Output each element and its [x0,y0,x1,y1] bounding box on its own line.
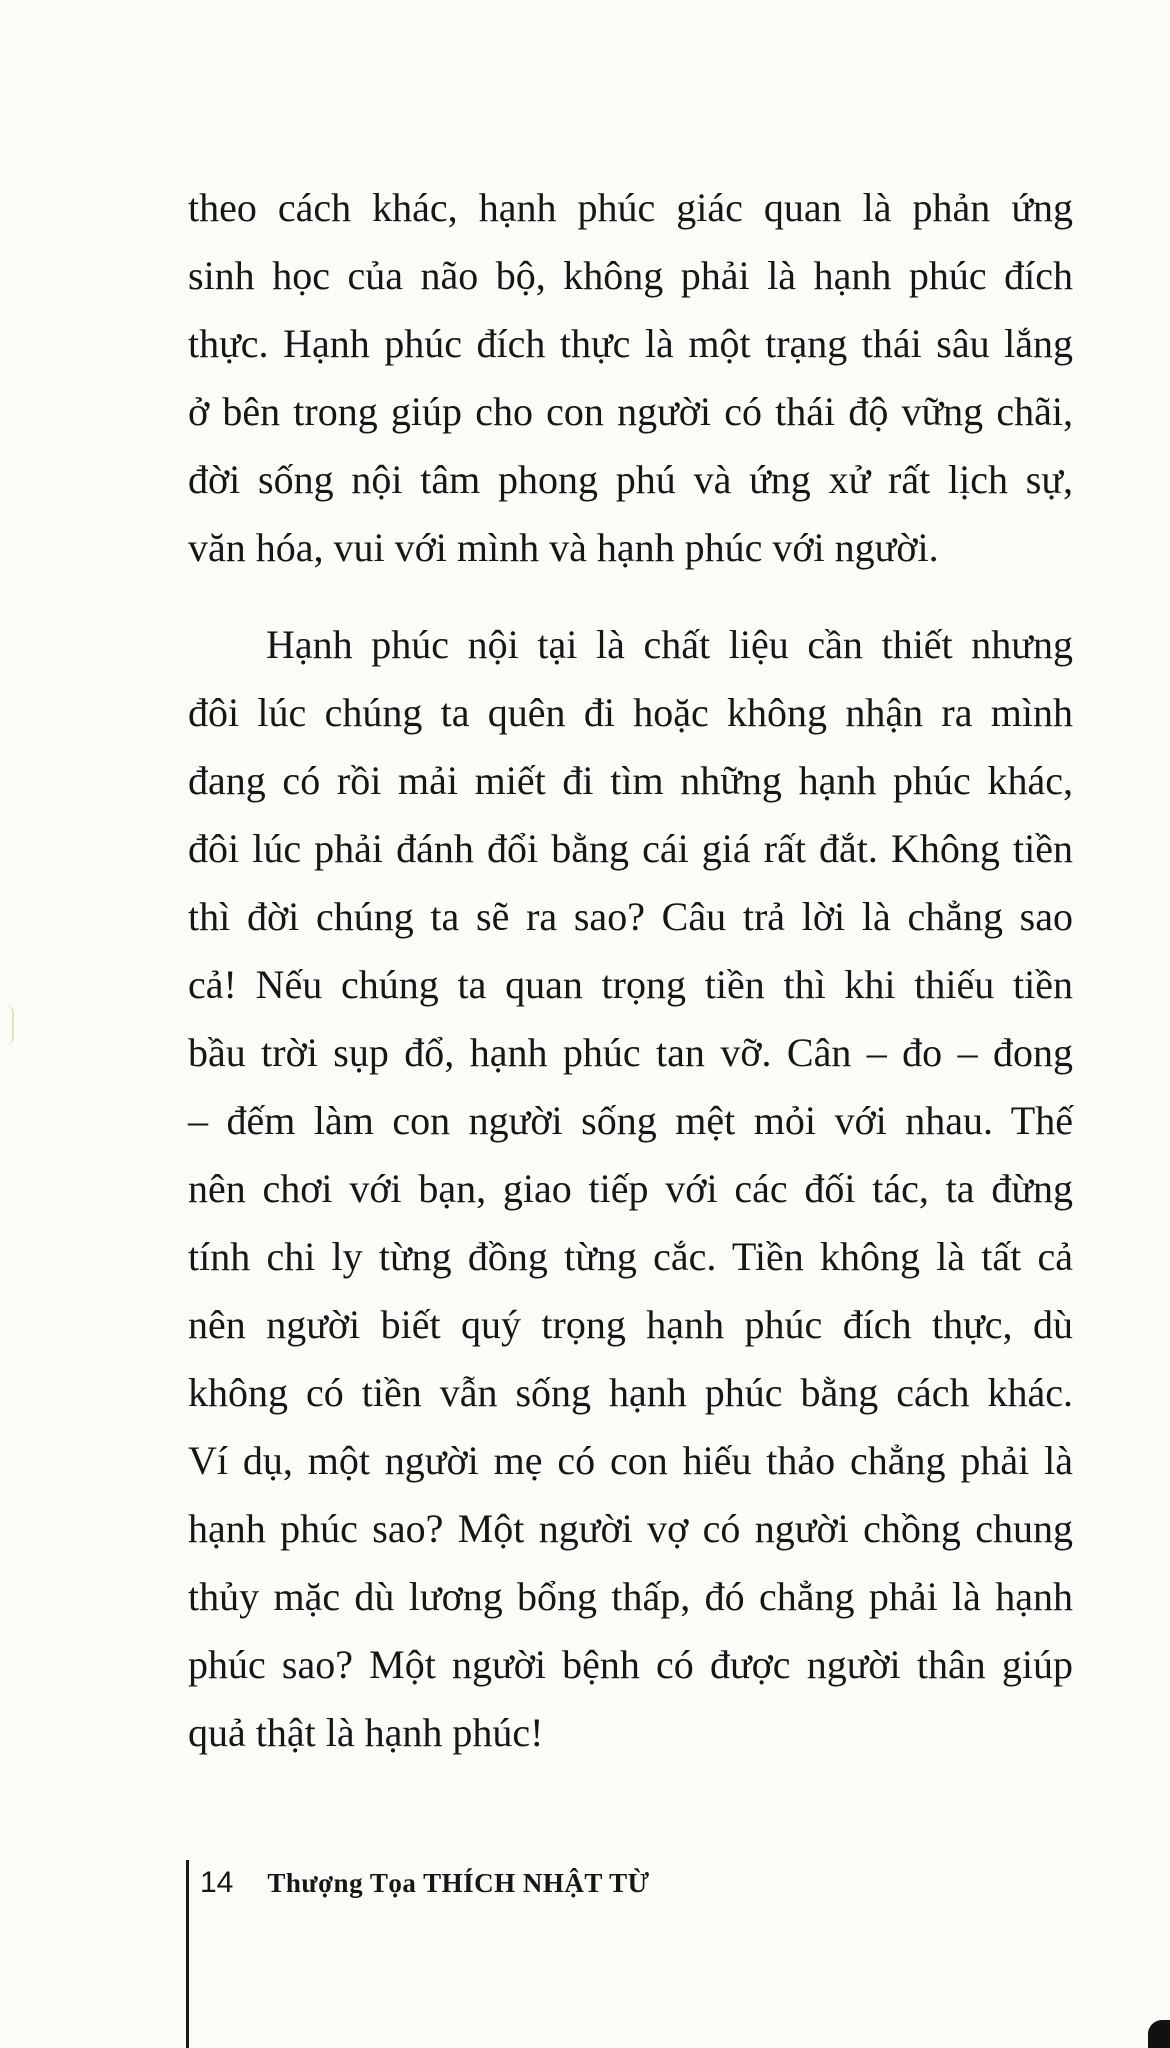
text-line: đang có rồi mải miết đi tìm những hạnh phúc khác, [188,758,1073,803]
text-line: Ví dụ, một người mẹ có con hiếu thảo chẳng phải là [188,1438,1073,1483]
text-line: tính chi ly từng đồng từng cắc. Tiền không là tất cả [188,1234,1073,1279]
text-line: thực. Hạnh phúc đích thực là một trạng thái sâu lắng [188,321,1073,366]
text-line: văn hóa, vui với mình và hạnh phúc với người. [188,525,939,570]
text-line: hạnh phúc sao? Một người vợ có người chồng chung [188,1506,1073,1551]
text-line: không có tiền vẫn sống hạnh phúc bằng cách khác. [188,1370,1073,1415]
text-line: quả thật là hạnh phúc! [188,1710,544,1755]
page-edge-mark [6,1005,14,1045]
text-line: thì đời chúng ta sẽ ra sao? Câu trả lời là chẳng sao [188,894,1073,939]
text-line: sinh học của não bộ, không phải là hạnh phúc đích [188,253,1073,298]
text-line: – đếm làm con người sống mệt mỏi với nhau. Thế [188,1098,1073,1143]
text-line: nên chơi với bạn, giao tiếp với các đối tác, ta đừng [188,1166,1073,1211]
text-line: cả! Nếu chúng ta quan trọng tiền thì khi thiếu tiền [188,962,1073,1007]
paragraph-2 [188,611,1073,1767]
running-head-author: Thượng Tọa THÍCH NHẬT TỪ [267,1867,650,1898]
text-line: đời sống nội tâm phong phú và ứng xử rất lịch sự, [188,457,1073,502]
text-line: phúc sao? Một người bệnh có được người thân giúp [188,1642,1073,1687]
text-line: đôi lúc chúng ta quên đi hoặc không nhận ra mình [188,690,1073,735]
footer-vertical-rule [186,1860,189,2048]
text-line: ở bên trong giúp cho con người có thái độ vững chãi, [188,389,1073,434]
text-line: Hạnh phúc nội tại là chất liệu cần thiết nhưng [266,622,1073,667]
text-line: nên người biết quý trọng hạnh phúc đích thực, dù [188,1302,1073,1347]
text-line: theo cách khác, hạnh phúc giác quan là phản ứng [188,185,1073,230]
text-line: đôi lúc phải đánh đổi bằng cái giá rất đắt. Không tiền [188,826,1073,871]
text-line: bầu trời sụp đổ, hạnh phúc tan vỡ. Cân – đo – đong [188,1030,1073,1075]
text-line: thủy mặc dù lương bổng thấp, đó chẳng phải là hạnh [188,1574,1073,1619]
paragraph-1 [188,174,1073,582]
page-footer [200,1858,650,1908]
page-corner-mark [1148,2020,1170,2048]
page-number: 14 [200,1866,234,1899]
